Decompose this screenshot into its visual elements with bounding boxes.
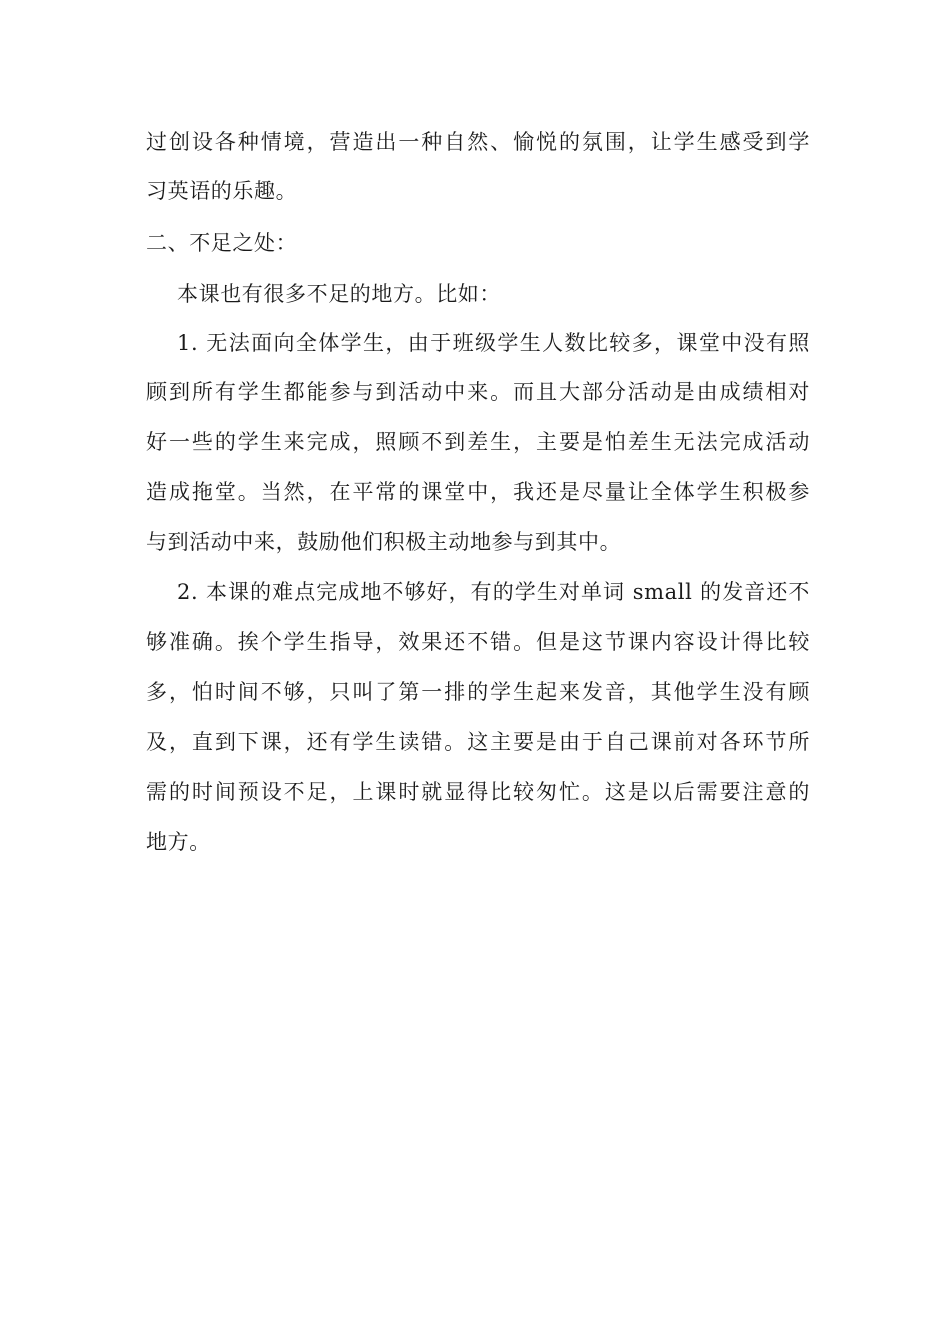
list-item-line: 好一些的学生来完成，照顾不到差生，主要是怕差生无法完成活动 [146,430,810,454]
list-item-line: 造成拖堂。当然，在平常的课堂中，我还是尽量让全体学生积极参 [146,480,810,504]
paragraph-line: 本课也有很多不足的地方。比如： [177,282,501,306]
list-item-line: 1. 无法面向全体学生，由于班级学生人数比较多，课堂中没有照 [177,331,810,355]
list-item-line: 与到活动中来，鼓励他们积极主动地参与到其中。 [146,530,622,554]
section-heading: 二、不足之处： [146,231,298,255]
list-item-line: 够准确。挨个学生指导，效果还不错。但是这节课内容设计得比较 [146,630,810,654]
paragraph-line: 过创设各种情境，营造出一种自然、愉悦的氛围，让学生感受到学 [146,130,810,154]
list-item-line: 2. 本课的难点完成地不够好，有的学生对单词 small 的发音还不 [177,580,810,604]
list-item-line: 及，直到下课，还有学生读错。这主要是由于自己课前对各环节所 [146,730,810,754]
list-item-line: 多，怕时间不够，只叫了第一排的学生起来发音，其他学生没有顾 [146,680,810,704]
paragraph-line: 习英语的乐趣。 [146,179,298,203]
list-item-line: 顾到所有学生都能参与到活动中来。而且大部分活动是由成绩相对 [146,380,810,404]
list-item-line: 需的时间预设不足，上课时就显得比较匆忙。这是以后需要注意的 [146,780,810,804]
list-item-line: 地方。 [146,830,211,854]
